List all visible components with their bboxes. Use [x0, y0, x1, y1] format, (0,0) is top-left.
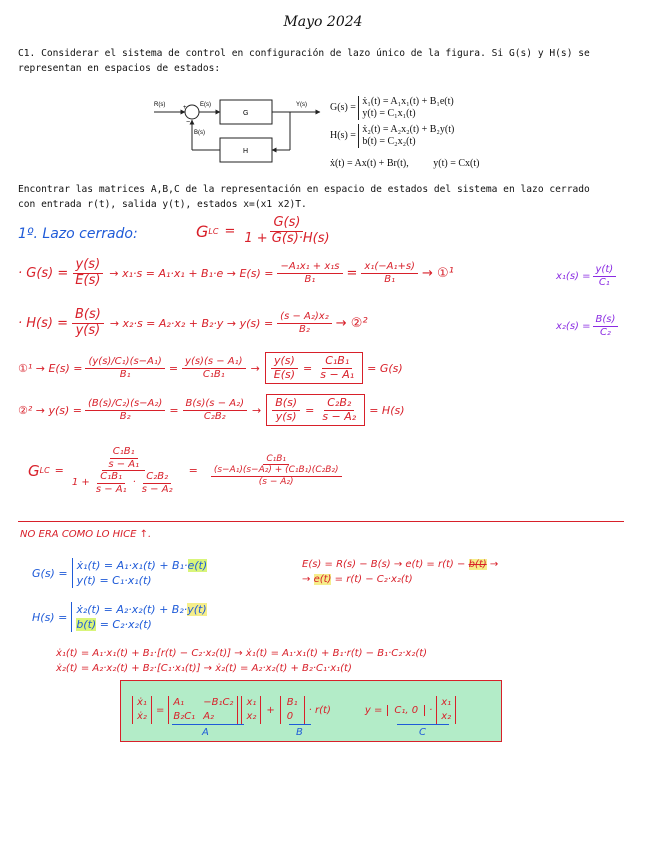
b-underline: [289, 724, 311, 725]
m-x2-out: x₂: [441, 711, 452, 722]
notes-heading: 1º. Lazo cerrado:: [18, 226, 138, 242]
glc2-r-den-den: (s − A₂): [258, 476, 294, 487]
e-eq: =: [168, 361, 179, 375]
g-def-label: G(s) =: [330, 102, 356, 113]
g-line-mid: → x₁·s = A₁·x₁ + B₁·e → E(s) =: [109, 266, 274, 280]
g-def-eq2: y(t) = C₁x₁(t): [362, 108, 416, 119]
g-result-box: [265, 352, 363, 384]
x1-lhs: x₁(s) =: [556, 270, 591, 282]
h-line-mid: → x₂·s = A₂·x₂ + B₂·y → y(s) =: [109, 316, 274, 330]
g2-eq1a: ẋ₁(t) = A₁·x₁(t) + B₁·: [76, 559, 188, 572]
x1-num: y(t): [593, 264, 617, 277]
block-diagram: [150, 90, 330, 170]
h-line-ref: → ②²: [335, 315, 368, 331]
substitution-line1: ẋ₁(t) = A₁·x₁(t) + B₁·[r(t) − C₂·x₂(t)] → ẋ₁(t) = A₁·x₁(t) + B₁·r(t) − B₁·C₂·x₂(t): [56, 648, 428, 659]
y-arrow: →: [252, 403, 262, 417]
task-line1: Encontrar las matrices A,B,C de la representación en espacio de estados del sistema en lazo cerrado: [18, 184, 590, 195]
h-block-label: H: [243, 148, 249, 155]
x2-lhs: x₂(s) =: [556, 320, 591, 332]
m-eq: =: [155, 704, 165, 716]
e2-line2c: = r(t) − C₂·x₂(t): [334, 574, 413, 585]
c-label: C: [419, 727, 426, 738]
b-label: B: [296, 727, 303, 738]
b-label: B(s): [194, 130, 205, 136]
m-c2: 0: [411, 704, 419, 716]
g-derivation: · G(s) = $\frac{y(s)}{E(s)}$ → x₁·s = A₁·x₁ + B₁·e → E(s) = $\frac{\text{−A₁x₁ + x₁s}}{\text{B₁}}$ = $\frac{\text{x₁(−A₁+s)}}{\text{B₁}}$ → ①¹: [18, 257, 454, 288]
h2-eq1b: y(t): [187, 603, 207, 616]
plus-sign: +: [183, 105, 187, 111]
glc2-den-f1-num: C₁B₁: [97, 471, 125, 484]
x1-relation: [556, 264, 616, 288]
h-def-label: H(s) =: [330, 130, 356, 141]
problem-statement: [18, 46, 633, 76]
h2-lhs: H(s) =: [32, 610, 68, 624]
glc2-eq: =: [54, 464, 64, 477]
m-plus: +: [266, 704, 275, 716]
m-x1-out: x₁: [441, 697, 452, 708]
e-den2: C₁B₁: [202, 368, 225, 380]
y-label: Y(s): [296, 102, 307, 108]
m-a12: −B₁C₂: [203, 697, 234, 708]
x2-den: C₂: [599, 326, 611, 338]
substitution-line2: ẋ₂(t) = A₂·x₂(t) + B₂·[C₁·x₁(t)] → ẋ₂(t) = A₂·x₂(t) + B₂·C₁·x₁(t): [56, 663, 352, 674]
g2-lhs: G(s) =: [32, 566, 68, 580]
x2-relation: [556, 314, 618, 338]
b-vector: [280, 696, 305, 724]
glc2-den-f2-den: s − A₂: [141, 483, 173, 495]
glc2-lhs: G: [28, 461, 40, 480]
glc-expansion: [28, 446, 345, 495]
m-x1: x₁: [246, 697, 257, 708]
m-xdot1: ẋ₁: [137, 697, 147, 708]
x1-den: C₁: [598, 276, 610, 288]
task-line2: con entrada r(t), salida y(t), estados x=(x1 x2)T.: [18, 199, 307, 210]
h-line-num2: (s − A₂)x₂: [277, 311, 332, 324]
e-box-den2: s − A₁: [320, 367, 355, 381]
task-statement: [18, 182, 633, 212]
glc2-top-num: C₁B₁: [110, 446, 138, 459]
h2-eq2b: = C₂·x₂(t): [99, 618, 152, 631]
g-state-space: [330, 96, 454, 120]
h2-eq1a: ẋ₂(t) = A₂·x₂(t) + B₂·: [76, 603, 188, 616]
a-label: A: [202, 727, 209, 738]
e-substitution: [18, 352, 403, 384]
g-line-den: E(s): [75, 272, 101, 288]
g-line-num3: x₁(−A₁+s): [361, 261, 418, 274]
e-num: (y(s)/C₁)(s−A₁): [85, 356, 164, 369]
summing-junction: [185, 105, 199, 119]
final-matrices: [132, 686, 456, 734]
y-box-den2: s − A₂: [322, 409, 357, 423]
h-line-lhs: · H(s) =: [18, 315, 68, 331]
glc-num: G(s): [270, 216, 303, 232]
g-def-eq1: ẋ₁(t) = A₁x₁(t) + B₁e(t): [362, 96, 454, 107]
y-num: (B(s)/C₂)(s−A₂): [85, 398, 165, 411]
e-den: B₁: [119, 368, 131, 380]
r-label: R(s): [154, 102, 166, 108]
h-line-den2: B₂: [299, 323, 310, 335]
e-result: = G(s): [367, 361, 403, 375]
e-box-den: E(s): [273, 367, 296, 381]
h-result-box: [266, 394, 365, 426]
m-x2: x₂: [246, 711, 257, 722]
e-label: E(s): [200, 102, 211, 108]
h-def-eq2: b(t) = C₂x₂(t): [362, 136, 416, 147]
y-substitution: [18, 394, 405, 426]
g-line-den2: B₁: [304, 273, 316, 285]
y-box-num2: C₂B₂: [324, 397, 354, 411]
h-state-space: [330, 124, 454, 148]
glc-formula: G LC = $\frac{G(s)}{1 + G(s)\cdot H(s)}$: [196, 216, 333, 247]
y-eq: =: [169, 403, 179, 417]
x-vector: [241, 696, 261, 724]
e2-line2b: e(t): [313, 574, 332, 585]
problem-intro-line1: C1. Considerar el sistema de control en configuración de lazo único de la figura. Si G(s) y H(s) se: [18, 48, 590, 59]
glc2-den-dot: ·: [132, 477, 136, 489]
g-line-num2: −A₁x₁ + x₁s: [277, 261, 342, 274]
glc-sub: LC: [208, 226, 219, 236]
x-vector-output: [436, 696, 456, 724]
problem-intro-line2: representan en espacios de estados:: [18, 63, 221, 74]
y-den2: C₂B₂: [203, 410, 226, 422]
section-divider: [18, 521, 624, 522]
m-y: y =: [364, 704, 383, 716]
m-a21: B₂C₁: [173, 711, 196, 722]
xdot-vector: [132, 696, 152, 724]
correction-note: NO ERA COMO LO HICE ↑.: [20, 529, 152, 540]
x2-num: B(s): [593, 314, 619, 327]
substitutions: [56, 646, 427, 676]
e2-line2a: →: [302, 574, 311, 585]
g2-eq2: y(t) = C₁·x₁(t): [76, 574, 152, 587]
y-num2: B(s)(s − A₂): [183, 398, 247, 411]
g-state-equations: [32, 558, 207, 588]
g-line-den3: B₁: [384, 273, 396, 285]
m-c1: C₁: [394, 704, 406, 716]
a-underline: [172, 724, 244, 725]
e2-line1c: →: [489, 559, 499, 570]
y-lhs: ②² → y(s) =: [18, 403, 83, 417]
glc2-den-one: 1 +: [71, 477, 90, 489]
e-arrow: →: [250, 361, 260, 375]
general-eq: ẋ(t) = Ax(t) + Br(t),: [330, 158, 409, 169]
glc2-top-den: s − A₁: [108, 458, 140, 470]
a-matrix: [168, 696, 238, 724]
h-line-num: B(s): [72, 308, 104, 324]
g-block-label: G: [243, 110, 249, 117]
page-title: Mayo 2024: [283, 14, 363, 30]
glc2-den-f1-den: s − A₁: [95, 483, 127, 495]
e-lhs: ①¹ → E(s) =: [18, 361, 83, 375]
e-box-eq: =: [303, 361, 313, 375]
g-line-lhs: · G(s) =: [18, 265, 69, 281]
glc-den: 1 + G(s)·H(s): [244, 230, 330, 246]
minus-sign: −: [186, 119, 191, 126]
g2-eq1b: e(t): [187, 559, 208, 572]
h2-eq2a: b(t): [76, 618, 97, 631]
h-derivation: [18, 308, 368, 339]
m-rt: · r(t): [308, 704, 331, 716]
g-line-ref: → ①¹: [421, 265, 454, 281]
general-output-eq: y(t) = Cx(t): [433, 158, 480, 169]
m-a22: A₂: [203, 711, 215, 722]
h-state-equations: [32, 602, 207, 632]
e-num2: y(s)(s − A₁): [182, 356, 246, 369]
general-state-space: [330, 158, 479, 169]
e-box-num2: C₁B₁: [322, 355, 352, 369]
g-line-num: y(s): [73, 258, 104, 274]
e2-line1b: b(t): [468, 559, 487, 570]
m-xdot2: ẋ₂: [137, 711, 147, 722]
glc2-den-f2-num: C₂B₂: [143, 471, 171, 484]
m-b1: B₁: [286, 697, 298, 708]
c-matrix: C₁, 0: [387, 705, 425, 716]
glc2-r-num: C₁B₁: [263, 454, 289, 465]
m-cdot: ·: [429, 704, 433, 716]
m-b2: 0: [286, 711, 294, 722]
y-box-num: B(s): [272, 397, 300, 411]
e-box-num: y(s): [271, 355, 298, 369]
y-result: = H(s): [369, 403, 405, 417]
y-den: B₂: [119, 410, 131, 422]
y-box-eq: =: [305, 403, 315, 417]
h-line-den: y(s): [75, 322, 101, 338]
y-box-den: y(s): [275, 409, 297, 423]
glc2-r-den-num: (s−A₁)(s−A₂) + (C₁B₁)(C₂B₂): [211, 465, 342, 476]
glc2-sub: LC: [39, 466, 50, 475]
error-signal-derivation: [302, 557, 498, 587]
glc-lhs: G: [196, 221, 209, 241]
glc2-eq2: =: [188, 464, 198, 477]
c-underline: [397, 724, 449, 725]
m-a11: A₁: [173, 697, 185, 708]
e2-line1a: E(s) = R(s) − B(s) → e(t) = r(t) −: [302, 559, 466, 570]
h-def-eq1: ẋ₂(t) = A₂x₂(t) + B₂y(t): [362, 124, 455, 135]
